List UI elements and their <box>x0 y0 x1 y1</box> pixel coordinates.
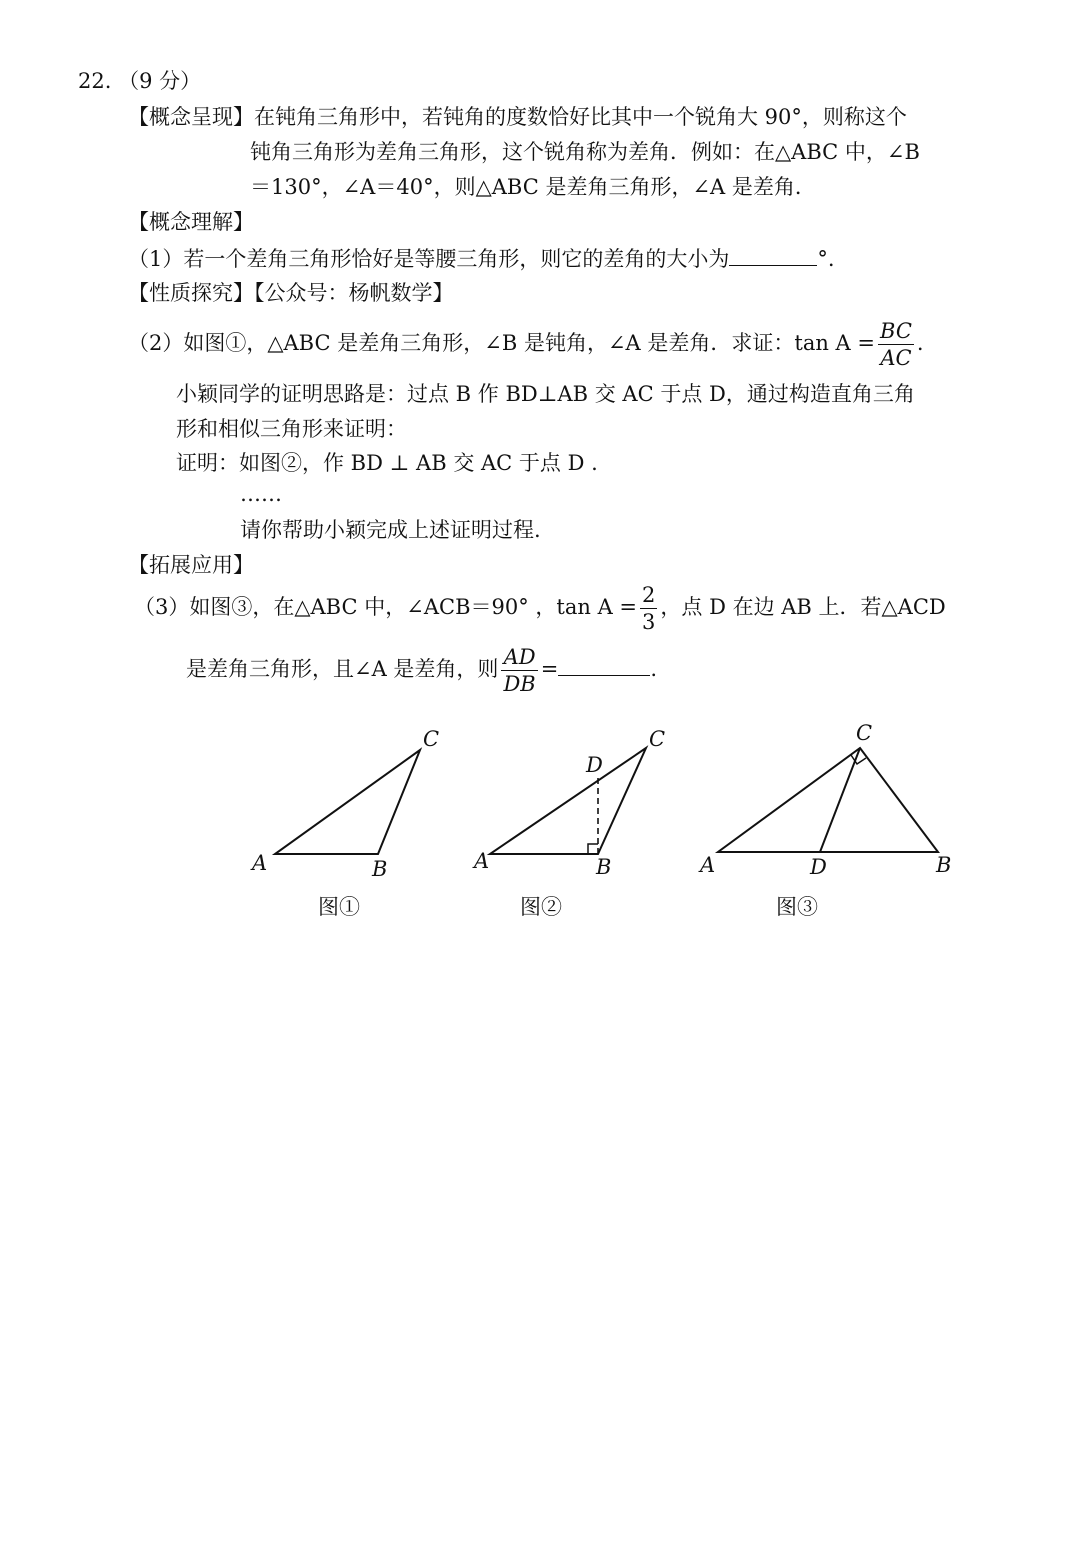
problem-points: （9 分） <box>118 69 202 93</box>
property-heading: 【性质探究】 <box>128 281 254 305</box>
fig1-caption: 图① <box>318 895 360 919</box>
concept-line-1 <box>128 102 907 132</box>
q3-frac-num: 2 <box>642 583 656 607</box>
fig2-right-angle-mark <box>588 844 598 854</box>
q2-frac-den: AC <box>880 346 912 370</box>
q3-frac2-num: AD <box>501 644 537 671</box>
extension-heading: 【拓展应用】 <box>128 553 254 577</box>
fig2-label-c: C <box>649 727 666 751</box>
fig2-triangle <box>490 748 646 854</box>
fig3-label-c: C <box>856 721 873 745</box>
hint-line-2: 形和相似三角形来证明： <box>176 417 407 441</box>
q3-text-2: ，点 D 在边 AB 上．若△ACD <box>660 595 946 619</box>
q3-eq: = <box>540 657 559 681</box>
q3-fraction-2 <box>501 644 537 697</box>
q2-tan: tan A = <box>794 331 875 355</box>
q1-text: （1）若一个差角三角形恰好是等腰三角形，则它的差角的大小为 <box>128 247 730 271</box>
fig3-label-a: A <box>700 853 716 877</box>
fig2-label-a: A <box>474 849 490 873</box>
fig3-caption: 图③ <box>776 895 818 919</box>
figure-1 <box>240 722 460 882</box>
q1-suffix: °. <box>817 247 835 271</box>
problem-number: 22. <box>78 69 112 93</box>
hint-line-1: 小颖同学的证明思路是：过点 B 作 BD⊥AB 交 AC 于点 D，通过构造直角三角 <box>176 382 915 406</box>
understanding-heading: 【概念理解】 <box>128 210 254 234</box>
figure-3 <box>690 718 960 884</box>
fig1-label-a: A <box>252 851 268 875</box>
fig3-label-d: D <box>810 855 827 879</box>
watermark-note: 【公众号：杨帆数学】 <box>254 281 454 305</box>
fig2-caption: 图② <box>520 895 562 919</box>
concept-heading: 【概念呈现】 <box>128 105 254 129</box>
help-line: 请你帮助小颖完成上述证明过程. <box>240 518 541 542</box>
q3-frac2-den: DB <box>503 672 536 696</box>
q3-end: . <box>650 657 658 681</box>
fig3-right-angle-mark <box>851 755 866 764</box>
q2-end: . <box>916 331 924 355</box>
q3-text: （3）如图③，在△ABC 中，∠ACB＝90° ， <box>134 595 557 619</box>
concept-line-2: 钝角三角形为差角三角形，这个锐角称为差角．例如：在△ABC 中，∠B <box>250 140 920 164</box>
fig2-label-b: B <box>596 855 612 879</box>
concept-line-3: ＝130°，∠A＝40°，则△ABC 是差角三角形，∠A 是差角． <box>250 175 816 199</box>
q3-line2: 是差角三角形，且∠A 是差角，则 <box>186 657 499 681</box>
q2-text: （2）如图①，△ABC 是差角三角形，∠B 是钝角，∠A 是差角．求证： <box>128 331 795 355</box>
fig2-label-d: D <box>586 753 603 777</box>
figure-2 <box>462 722 682 882</box>
q2-fraction <box>878 318 914 371</box>
q3-tan: tan A = <box>556 595 638 619</box>
ellipsis: …… <box>240 482 282 506</box>
question-3-line-2 <box>186 642 657 697</box>
property-line <box>128 278 454 308</box>
q3-frac-den: 3 <box>642 610 656 634</box>
concept-text-1: 在钝角三角形中，若钝角的度数恰好比其中一个锐角大 90°，则称这个 <box>254 105 907 129</box>
fig1-label-b: B <box>372 857 388 881</box>
problem-header <box>78 66 201 96</box>
question-1 <box>128 243 835 274</box>
q2-frac-num: BC <box>880 319 912 343</box>
q3-answer-blank[interactable] <box>558 653 650 676</box>
question-2 <box>128 316 924 371</box>
fig3-triangle <box>718 748 938 852</box>
fig1-label-c: C <box>423 727 440 751</box>
question-3 <box>134 580 946 635</box>
fig3-label-b: B <box>936 853 952 877</box>
q1-answer-blank[interactable] <box>729 243 817 266</box>
q3-fraction <box>640 582 657 635</box>
fig1-triangle <box>275 750 420 854</box>
proof-line: 证明：如图②，作 BD ⊥ AB 交 AC 于点 D . <box>176 451 598 475</box>
